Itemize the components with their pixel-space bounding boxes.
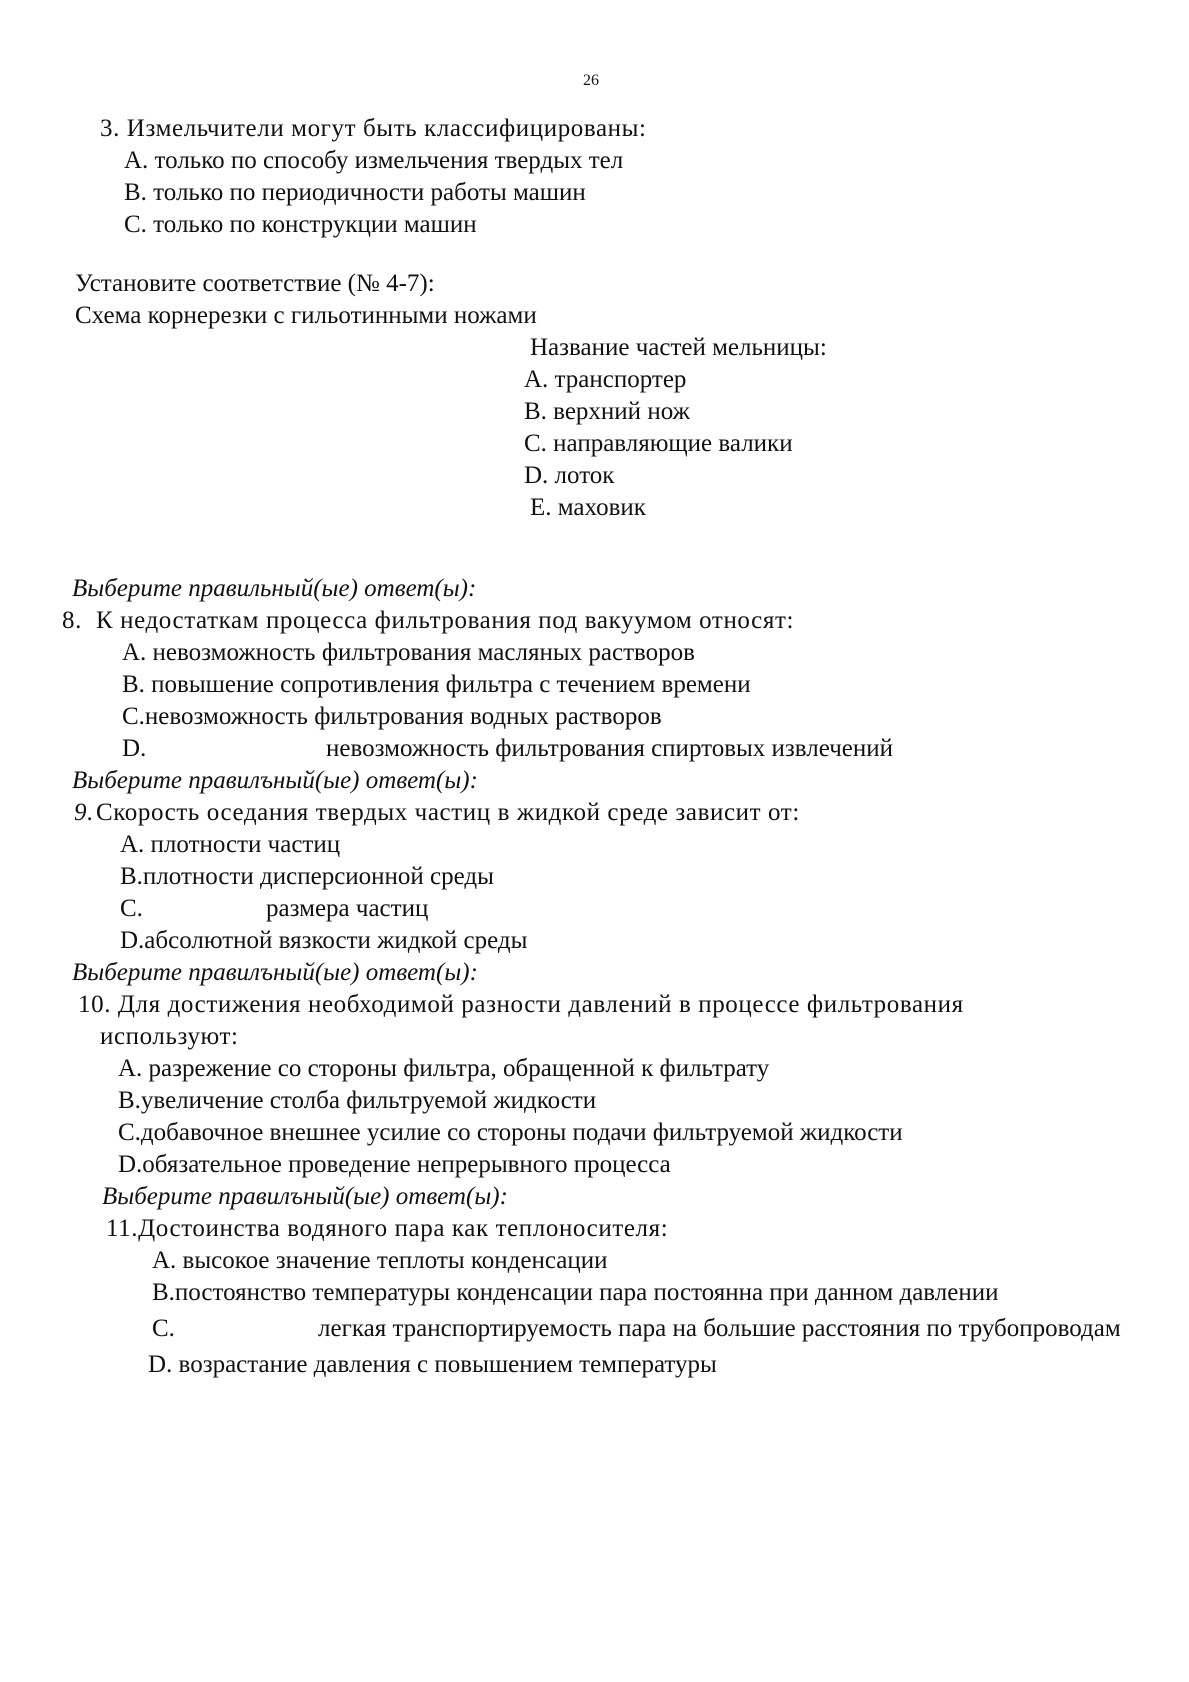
q9-stem: Скорость оседания твердых частиц в жидкой среде зависит от: [96,799,800,826]
q9-option-c-text: размера частиц [266,895,429,922]
match-instruction: Установите соответствие (№ 4-7): [75,270,435,297]
q10-stem-line2: используют: [100,1023,239,1050]
q11-option-c-label: С. [152,1315,175,1342]
q3-option-c: С. только по конструкции машин [124,211,477,238]
q3-option-b: В. только по периодичности работы машин [124,179,586,206]
q11-option-b: В.постоянство температуры конденсации пара постоянна при данном давлении [152,1279,999,1306]
q8-stem: К недостаткам процесса фильтрования под вакуумом относят: [96,607,795,634]
q9-option-a: А. плотности частиц [120,831,341,858]
part-e: Е. маховик [530,494,646,521]
answer-prompt: Выберите правилъный(ые) ответ(ы): [72,767,478,794]
answer-prompt: Выберите правилъный(ые) ответ(ы): [72,959,478,986]
q8-option-c: С.невозможность фильтрования водных растворов [122,703,662,730]
q9-option-c-label: С. [120,895,143,922]
q8-option-d-label: D. [122,735,147,762]
q11-option-d: D. возрастание давления с повышением температуры [148,1351,717,1378]
q10-option-a: А. разрежение со стороны фильтра, обращенной к фильтрату [118,1055,770,1082]
match-caption: Схема корнерезки с гильотинными ножами [75,302,537,329]
page-number: 26 [583,72,599,89]
answer-prompt: Выберите правилъный(ые) ответ(ы): [102,1183,508,1210]
q8-number: 8. [62,607,82,634]
q10-option-b: В.увеличение столба фильтруемой жидкости [118,1087,597,1114]
q9-option-b: В.плотности дисперсионной среды [120,863,494,890]
q9-number: 9. [74,799,94,826]
part-b: В. верхний нож [524,398,690,425]
part-c: С. направляющие валики [524,430,793,457]
part-d: D. лоток [524,462,615,489]
part-a: А. транспортер [524,366,687,393]
parts-heading: Название частей мельницы: [530,334,827,361]
q8-option-b: В. повышение сопротивления фильтра с течением времени [122,671,751,698]
q8-option-d-text: невозможность фильтрования спиртовых извлечений [326,735,894,762]
q10-stem-line1: 10. Для достижения необходимой разности давлений в процессе фильтрования [78,991,964,1018]
q3-stem: 3. Измельчители могут быть классифицированы: [100,115,647,142]
q3-option-a: А. только по способу измельчения твердых тел [124,147,624,174]
q10-option-c: С.добавочное внешнее усилие со стороны подачи фильтруемой жидкости [118,1119,903,1146]
q11-option-a: А. высокое значение теплоты конденсации [152,1247,608,1274]
q11-option-c-text: легкая транспортируемость пара на большие расстояния по трубопроводам [318,1315,1121,1342]
q11-stem: 11.Достоинства водяного пара как теплоносителя: [106,1215,669,1242]
q8-option-a: А. невозможность фильтрования масляных растворов [122,639,695,666]
answer-prompt: Выберите правильный(ые) ответ(ы): [72,575,477,602]
q10-option-d: D.обязательное проведение непрерывного процесса [118,1151,671,1178]
q9-option-d: D.абсолютной вязкости жидкой среды [120,927,528,954]
